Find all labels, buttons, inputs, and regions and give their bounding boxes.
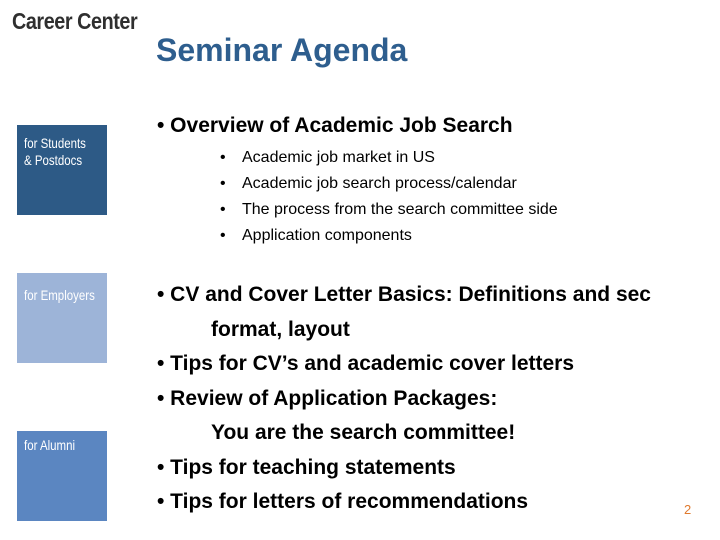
bullet-continuation: format, layout [211,317,350,341]
tile-employers[interactable] [17,273,107,363]
bullet-cv-cover-letter-basics: • CV and Cover Letter Basics: Definitions and sec [157,283,651,306]
list-item: • Academic job search process/calendar [220,171,558,197]
tile-students-postdocs[interactable] [17,125,107,215]
tile-alumni-label: for Alumni [24,437,76,453]
list-item: • Application components [220,223,558,249]
agenda-list [157,278,720,520]
list-item: • Academic job market in US [220,145,558,171]
bullet-overview: • Overview of Academic Job Search [157,114,513,137]
bullet-continuation: You are the search committee! [211,421,516,444]
tile-alumni[interactable] [17,431,107,521]
bullet-teaching-statements: • Tips for teaching statements [157,455,456,479]
tile-students-label: for Students & Postdocs [24,135,86,168]
bullet-review-packages: • Review of Application Packages: [157,386,498,410]
bullet-recommendation-letters: • Tips for letters of recommendations [157,490,529,513]
career-center-logo: Career Center [12,8,138,34]
list-item: • The process from the search committee side [220,197,558,223]
tile-employers-label: for Employers [24,287,95,303]
page-title: Seminar Agenda [156,32,408,68]
page-number: 2 [684,502,692,517]
overview-sub-list [220,145,558,249]
bullet-tips-cv: • Tips for CV’s and academic cover letters [157,352,575,375]
